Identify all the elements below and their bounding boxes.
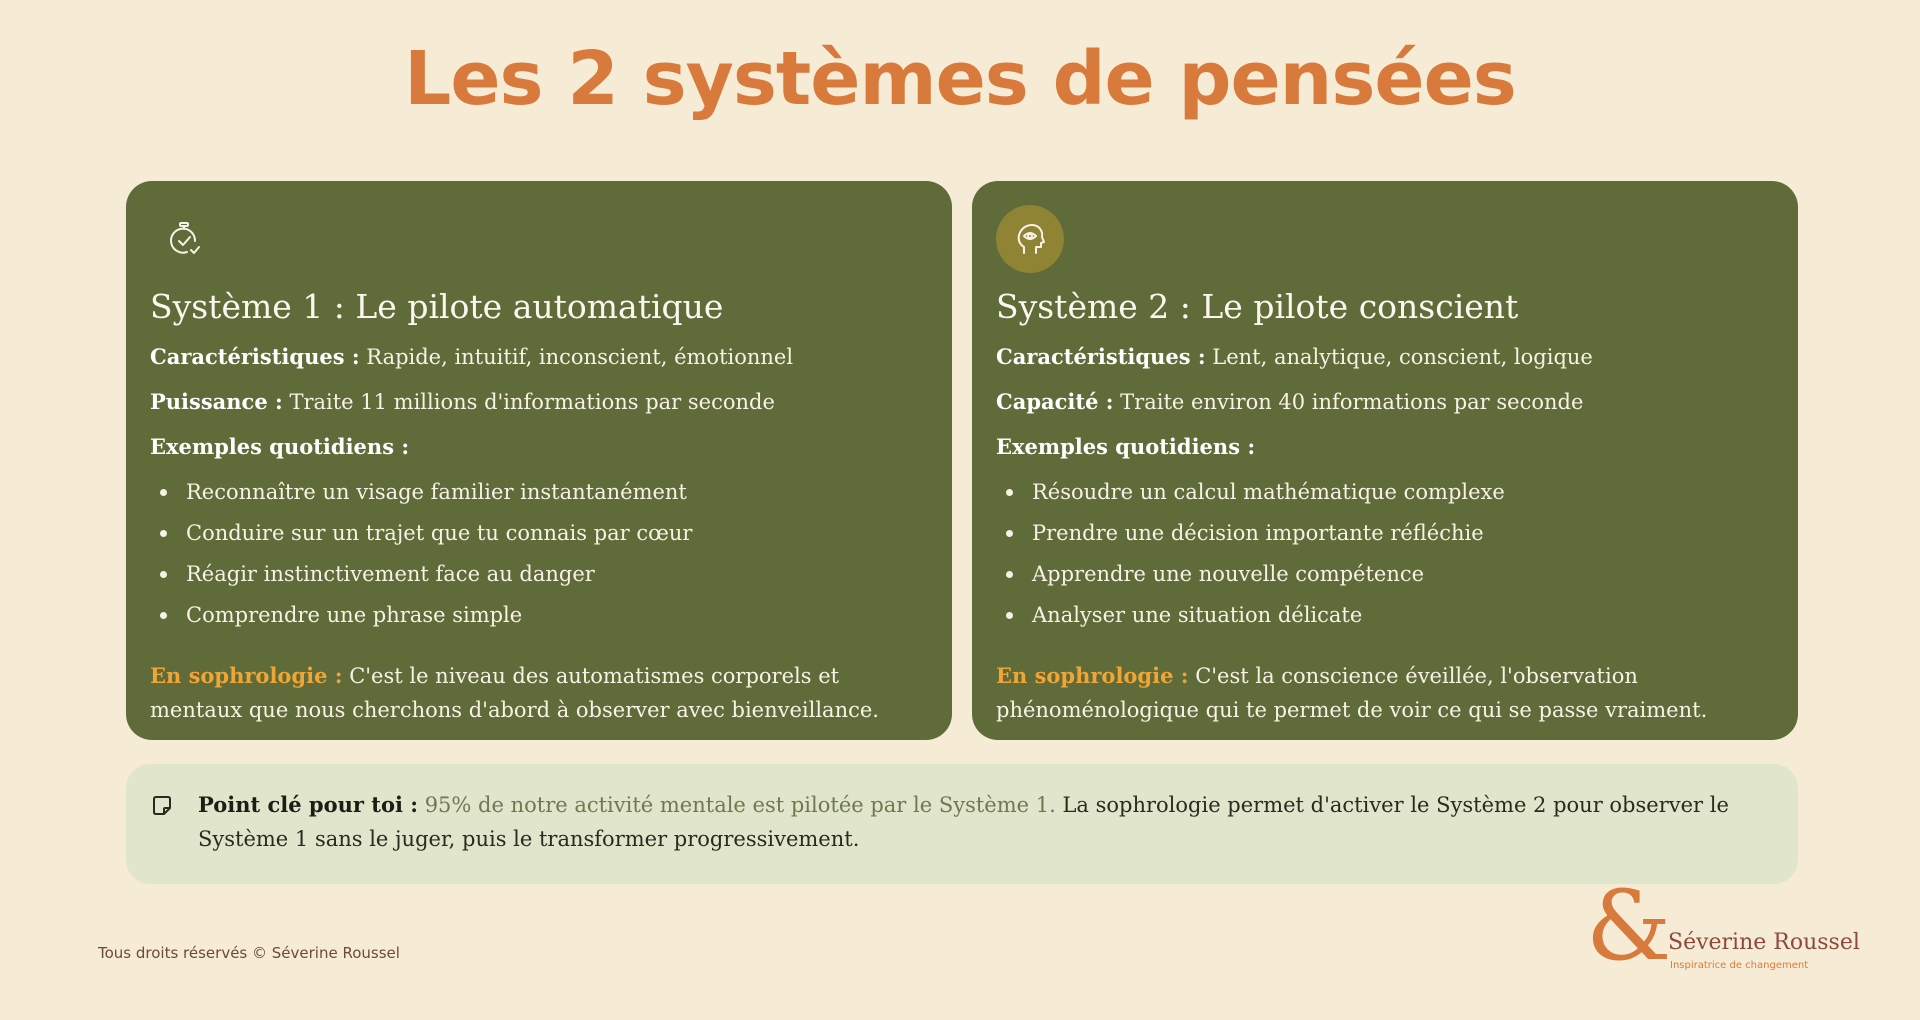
system1-examples-list [150,478,930,642]
list-item: Analyser une situation délicate [996,601,1776,642]
characteristics-label: Caractéristiques : [996,344,1206,369]
capacity-label: Capacité : [996,389,1114,414]
sophrology-label: En sophrologie : [150,663,343,688]
logo-name: Séverine Roussel [1668,930,1860,955]
head-eye-icon [996,205,1064,273]
power-value: Traite 11 millions d'informations par seconde [282,390,775,414]
system1-body [150,343,930,727]
system1-sophrology [150,659,930,727]
system2-title: Système 2 : Le pilote conscient [996,287,1519,326]
system2-characteristics [996,343,1776,371]
system1-characteristics [150,343,930,371]
list-item: Reconnaître un visage familier instantanément [150,478,930,519]
characteristics-value: Rapide, intuitif, inconscient, émotionnel [359,345,794,369]
sophrology-text: C'est la conscience éveillée, l'observation phénoménologique qui te permet de voir ce qui se passe vraiment. [996,664,1708,722]
list-item: Conduire sur un trajet que tu connais par cœur [150,519,930,560]
logo-ampersand: & [1586,870,1672,982]
system2-examples-list [996,478,1776,642]
logo-tagline: Inspiratrice de changement [1670,960,1809,971]
system2-examples-label: Exemples quotidiens : [996,434,1256,459]
stopwatch-check-icon [150,205,218,273]
characteristics-label: Caractéristiques : [150,344,360,369]
list-item: Comprendre une phrase simple [150,601,930,642]
key-point-text [198,788,1768,856]
system1-card [126,181,952,740]
note-icon [150,794,176,820]
system1-title: Système 1 : Le pilote automatique [150,287,724,326]
brand-logo [1586,870,1860,982]
system1-examples-label: Exemples quotidiens : [150,434,410,459]
key-point-box [126,764,1798,884]
list-item: Prendre une décision importante réfléchie [996,519,1776,560]
key-point-body: La sophrologie permet d'activer le Système 2 pour observer le Système 1 sans le juger, puis le transformer progressivement. [198,793,1729,851]
list-item: Apprendre une nouvelle compétence [996,560,1776,601]
page-title: Les 2 systèmes de pensées [404,36,1516,122]
system1-power [150,388,930,416]
list-item: Réagir instinctivement face au danger [150,560,930,601]
copyright-text: Tous droits réservés © Séverine Roussel [98,944,400,962]
capacity-value: Traite environ 40 informations par seconde [1113,390,1584,414]
system2-sophrology [996,659,1776,727]
key-point-label: Point clé pour toi : [198,792,419,817]
sophrology-label: En sophrologie : [996,663,1189,688]
sophrology-text: C'est le niveau des automatismes corporels et mentaux que nous cherchons d'abord à observer avec bienveillance. [150,664,879,722]
power-label: Puissance : [150,389,283,414]
list-item: Résoudre un calcul mathématique complexe [996,478,1776,519]
characteristics-value: Lent, analytique, conscient, logique [1205,345,1593,369]
key-point-stat: 95% de notre activité mentale est pilotée par le Système 1. [418,793,1056,817]
system2-body [996,343,1776,727]
system2-capacity [996,388,1776,416]
system2-card [972,181,1798,740]
